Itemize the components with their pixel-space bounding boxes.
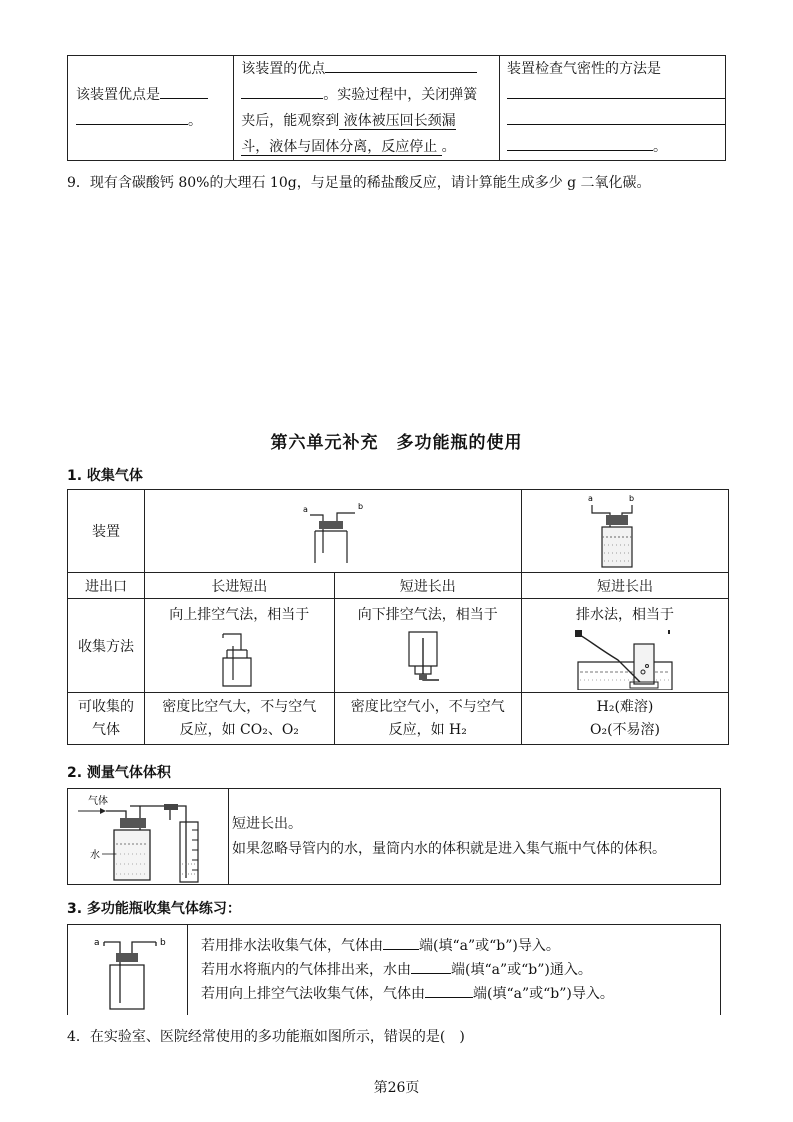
question-9: 9．现有含碳酸钙 80%的大理石 10g，与足量的稀盐酸反应，请计算能生成多少 g 二氧化碳。: [67, 175, 651, 191]
top-cell3-line1: 装置检查气密性的方法是: [507, 61, 661, 77]
top-cell2-line1: 该装置的优点: [241, 61, 326, 77]
volume-measure-apparatus-icon: [68, 790, 228, 884]
inout-3: 短进长出: [522, 573, 729, 599]
bottle-water-icon: [522, 491, 728, 571]
top-cell2-answer-part1: 液体被压回长颈漏: [339, 113, 456, 129]
practice-label-a: a: [94, 938, 100, 948]
practice-q1: [201, 934, 711, 958]
practice-q2: [201, 958, 711, 982]
method-1-text: 向上排空气法，相当于: [169, 607, 310, 623]
inout-1: 长进短出: [145, 573, 335, 599]
page-number: 第26页: [373, 1080, 420, 1096]
row-label-gas-line1: 可收集的: [78, 698, 134, 715]
water-displacement-icon: [522, 624, 728, 690]
gas-2-line2: 反应，如 H₂: [388, 721, 467, 738]
gas-cell-1: [145, 693, 335, 745]
gas-cell-3: [522, 693, 729, 745]
top-cell2-line2: 。实验过程中，关闭弹簧: [323, 87, 478, 103]
top-table-cell-3: [500, 56, 726, 161]
label-a-2: a: [588, 494, 593, 503]
label-b-2: b: [629, 494, 635, 503]
top-cell3-end: 。: [653, 139, 667, 155]
practice-bottle-icon: [68, 925, 187, 1015]
measure-figure-cell: [68, 789, 229, 885]
part1-heading: 1. 收集气体: [67, 468, 143, 484]
row-label-gas: [68, 693, 145, 745]
inout-2: 短进长出: [334, 573, 522, 599]
gas-3-line2: O₂(不易溶): [589, 721, 660, 738]
practice-q1-end: 端(填“a”或“b”)导入。: [419, 938, 560, 954]
device-cell-2: [522, 490, 729, 573]
gas-3-line1: H₂(难溶): [596, 698, 654, 715]
measure-text-cell: [229, 789, 721, 885]
method-cell-2: [334, 599, 522, 693]
row-label-gas-line2: 气体: [92, 721, 120, 738]
gas-2-line1: 密度比空气小，不与空气: [350, 698, 505, 715]
top-table-cell-2: [234, 56, 500, 161]
label-gas: 气体: [88, 795, 108, 807]
top-table-cell-1: [68, 56, 234, 161]
row-label-inout: 进出口: [68, 573, 145, 599]
practice-q3-end: 端(填“a”或“b”)导入。: [473, 986, 614, 1002]
label-b: b: [358, 502, 364, 511]
method-cell-3: [522, 599, 729, 693]
measure-volume-table: [67, 788, 721, 885]
measure-line2: 如果忽略导管内的水，量筒内水的体积就是进入集气瓶中气体的体积。: [232, 840, 666, 857]
part2-heading: 2. 测量气体体积: [67, 765, 171, 781]
answer-blank-1[interactable]: [383, 935, 419, 950]
practice-figure-cell: [68, 925, 188, 1015]
practice-questions: [201, 934, 711, 1006]
question-4: 4．在实验室、医院经常使用的多功能瓶如图所示，错误的是( ): [67, 1029, 465, 1045]
practice-box: [67, 924, 721, 1015]
method-3-text: 排水法，相当于: [576, 607, 674, 623]
device-cell-1: [145, 490, 522, 573]
part3-heading: 3. 多功能瓶收集气体练习：: [67, 901, 241, 917]
answer-blank-3[interactable]: [425, 983, 473, 998]
top-cell2-end: 。: [441, 139, 456, 155]
practice-q3: [201, 982, 711, 1006]
label-water: 水: [90, 849, 100, 861]
top-cell1-text: 该装置优点是: [76, 87, 160, 103]
method-cell-1: [145, 599, 335, 693]
top-cell2-answer-part2: 斗，液体与固体分离，反应停止: [241, 139, 442, 155]
gas-1-line1: 密度比空气大，不与空气: [162, 698, 317, 715]
practice-q3-text: 若用向上排空气法收集气体，气体由: [201, 986, 425, 1002]
top-cell2-line3: 夹后，能观察到: [241, 113, 340, 129]
downward-air-bottle-icon: [335, 624, 521, 690]
upward-air-bottle-icon: [145, 624, 333, 690]
gas-cell-2: [334, 693, 522, 745]
measure-line1: 短进长出。: [232, 815, 302, 832]
practice-label-b: b: [160, 938, 166, 948]
section-title: 第六单元补充 多功能瓶的使用: [270, 433, 523, 453]
practice-q2-text: 若用水将瓶内的气体排出来，水由: [201, 962, 411, 978]
answer-blank-2[interactable]: [411, 959, 451, 974]
top-table: [67, 55, 726, 161]
row-label-method: 收集方法: [68, 599, 145, 693]
bottle-long-in-icon: [145, 491, 521, 571]
row-label-device: 装置: [68, 490, 145, 573]
gas-1-line2: 反应，如 CO₂、O₂: [179, 721, 299, 738]
label-a: a: [303, 505, 308, 514]
method-2-text: 向下排空气法，相当于: [357, 607, 498, 623]
practice-q2-end: 端(填“a”或“b”)通入。: [451, 962, 592, 978]
practice-q1-text: 若用排水法收集气体，气体由: [201, 938, 383, 954]
collect-gas-table: [67, 489, 729, 745]
top-cell1-end: 。: [188, 113, 202, 129]
